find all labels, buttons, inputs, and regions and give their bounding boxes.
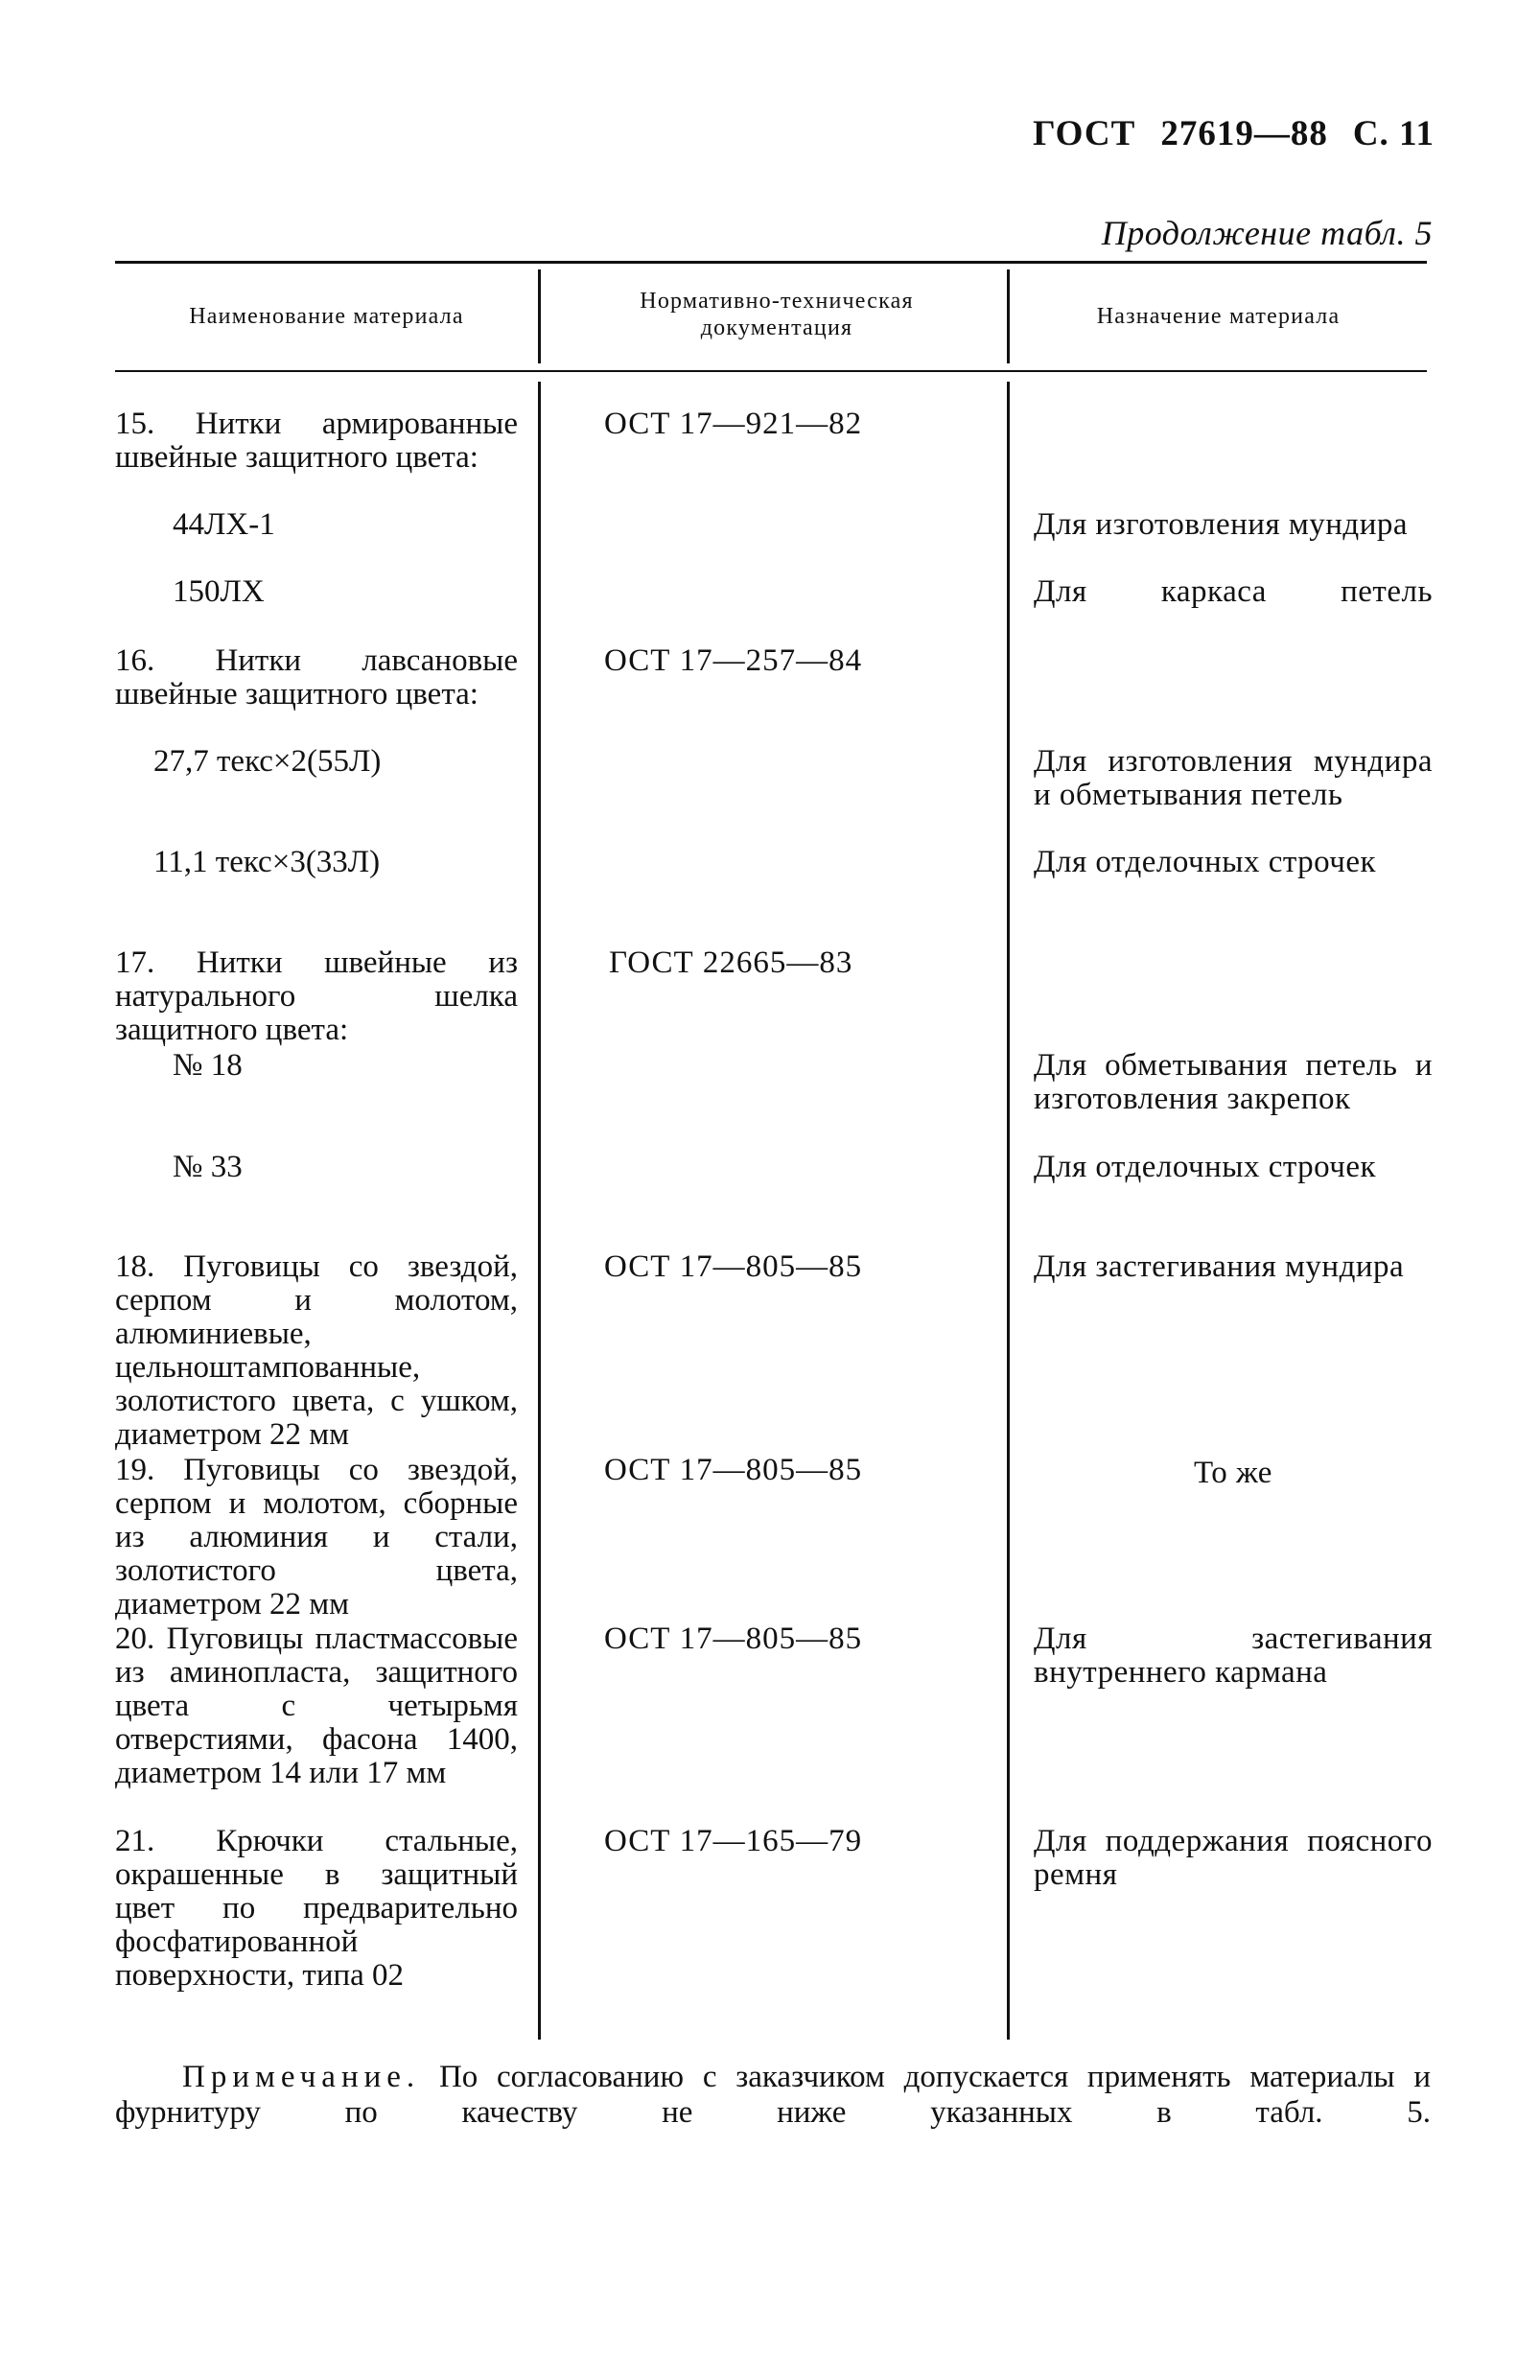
row20-name: 20. Пуговицы пластмассовые из аминопласта, защитного цвета с четырьмя отверстиями, фасона 1400, диаметром 14 или 17 мм (115, 1622, 518, 1790)
row18-name: 18. Пуговицы со звездой, серпом и молотом, алюминиевые, цельноштампованные, золотистого цвета, с ушком, диаметром 22 мм (115, 1249, 518, 1452)
row20-doc: ОСТ 17—805—85 (604, 1622, 863, 1656)
row17-sub1-name: № 18 (173, 1048, 243, 1083)
column-header-doc: Нормативно-техническая документация (640, 289, 914, 340)
page-number: С. 11 (1352, 114, 1435, 153)
footnote-text: По согласованию с заказчиком допускается применять материалы и фурнитуру по качеству не ниже указанных в табл. 5. (115, 2060, 1431, 2130)
row17-sub2-name: № 33 (173, 1150, 243, 1184)
row16-sub2-name: 11,1 текс×3(33Л) (153, 845, 381, 879)
row18-doc: ОСТ 17—805—85 (604, 1249, 863, 1284)
header-bottom-rule (115, 370, 1427, 372)
column-header-name: Наименование материала (189, 304, 464, 329)
row17-sub1-purpose: Для обметывания петель и изготовления закрепок (1034, 1048, 1433, 1116)
row15-sub2-purpose: Для каркаса петель (1034, 574, 1433, 609)
column-divider-1 (538, 269, 541, 363)
row16-name: 16. Нитки лавсановые швейные защитного цвета: (115, 643, 518, 712)
materials-table (115, 261, 1433, 2040)
column-divider-2-body (1007, 382, 1010, 2040)
row17-sub2-purpose: Для отделочных строчек (1034, 1150, 1377, 1184)
row17-name: 17. Нитки швейные из натурального шелка защитного цвета: (115, 945, 518, 1047)
row19-doc: ОСТ 17—805—85 (604, 1453, 863, 1487)
row16-sub1-purpose: Для изготовления мундира и обметывания петель (1034, 744, 1433, 812)
row15-sub1-purpose: Для изготовления мундира (1034, 507, 1409, 542)
row20-purpose: Для застегивания внутреннего кармана (1034, 1622, 1433, 1690)
row21-purpose: Для поддержания поясного ремня (1034, 1824, 1433, 1892)
footnote (115, 2060, 1431, 2131)
footnote-label: Примечание. (182, 2060, 421, 2094)
row16-sub2-purpose: Для отделочных строчек (1034, 845, 1377, 879)
row21-name: 21. Крючки стальные, окрашенные в защитный цвет по предварительно фосфатированной поверхности, типа 02 (115, 1824, 518, 1993)
row16-doc: ОСТ 17—257—84 (604, 643, 863, 678)
row15-name: 15. Нитки армированные швейные защитного цвета: (115, 407, 518, 475)
column-divider-1-body (538, 382, 541, 2040)
row19-name: 19. Пуговицы со звездой, серпом и молотом, сборные из алюминия и стали, золотистого цвета, диаметром 22 мм (115, 1453, 518, 1622)
row15-doc: ОСТ 17—921—82 (604, 407, 863, 441)
column-header-purpose: Назначение материала (1096, 304, 1341, 329)
row18-purpose: Для застегивания мундира (1034, 1249, 1405, 1284)
table-caption: Продолжение табл. 5 (1101, 214, 1433, 252)
page-header (1033, 113, 1435, 154)
row21-doc: ОСТ 17—165—79 (604, 1824, 863, 1858)
row16-sub1-name: 27,7 текс×2(55Л) (153, 744, 382, 779)
row19-purpose: То же (1194, 1456, 1272, 1490)
row15-sub1-name: 44ЛХ-1 (173, 507, 275, 542)
table-top-rule (115, 261, 1427, 264)
standard-number: 27619—88 (1160, 114, 1328, 153)
row17-doc: ГОСТ 22665—83 (609, 945, 853, 980)
standard-label: ГОСТ (1033, 114, 1136, 153)
footnote-paragraph (115, 2060, 1431, 2131)
row15-sub2-name: 150ЛХ (173, 574, 265, 609)
